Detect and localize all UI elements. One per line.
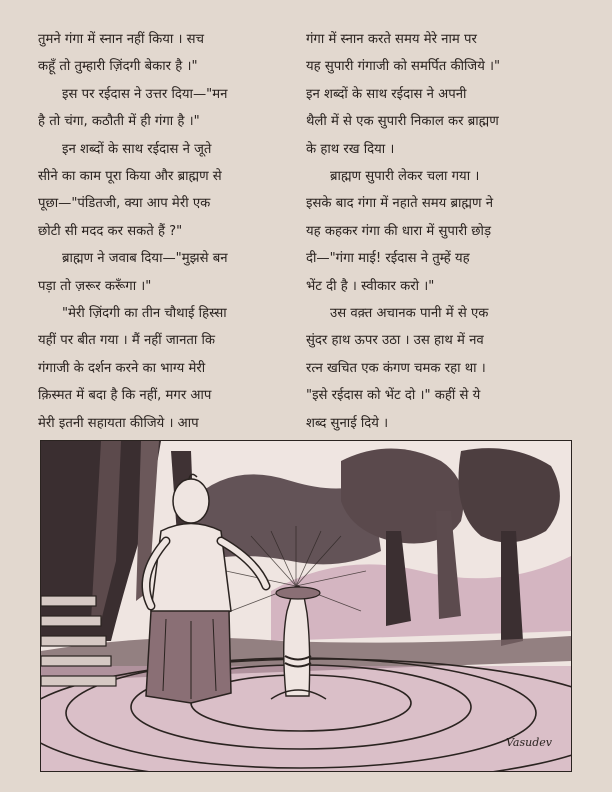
illustration-drawing <box>41 441 571 771</box>
text-line: सुंदर हाथ ऊपर उठा । उस हाथ में नव <box>306 333 484 349</box>
text-line: "मेरी ज़िंदगी का तीन चौथाई हिस्सा <box>62 306 227 322</box>
text-line: पूछा—"पंडितजी, क्या आप मेरी एक <box>38 196 211 212</box>
right-text-column <box>306 26 552 437</box>
text-line: उस वक़्त अचानक पानी में से एक <box>330 306 489 322</box>
left-text-column <box>38 26 284 437</box>
text-line: इस पर रईदास ने उत्तर दिया—"मन <box>62 86 228 102</box>
text-line: तुमने गंगा में स्नान नहीं किया । सच <box>38 32 204 47</box>
text-line: यह कहकर गंगा की धारा में सुपारी छोड़ <box>306 223 492 239</box>
text-line: सीने का काम पूरा किया और ब्राह्मण से <box>38 169 222 185</box>
text-line: "इसे रईदास को भेंट दो ।" कहीं से ये <box>306 388 481 404</box>
text-line: गंगा में स्नान करते समय मेरे नाम पर <box>306 32 477 47</box>
text-line: भेंट दी है । स्वीकार करो ।" <box>306 278 435 294</box>
text-line: छोटी सी मदद कर सकते हैं ?" <box>38 223 183 239</box>
text-line: इन शब्दों के साथ रईदास ने अपनी <box>306 86 467 102</box>
text-line: ब्राह्मण सुपारी लेकर चला गया । <box>330 169 480 185</box>
text-line: है तो चंगा, कठौती में ही गंगा है ।" <box>38 114 200 130</box>
text-line: इन शब्दों के साथ रईदास ने जूते <box>62 141 212 157</box>
text-line: ब्राह्मण ने जवाब दिया—"मुझसे बन <box>62 251 228 267</box>
text-line: इसके बाद गंगा में नहाते समय ब्राह्मण ने <box>306 196 494 212</box>
text-line: क़िस्मत में बदा है कि नहीं, मगर आप <box>38 388 212 404</box>
text-line: के हाथ रख दिया । <box>306 141 395 157</box>
text-line: गंगाजी के दर्शन करने का भाग्य मेरी <box>38 360 206 376</box>
bangle-icon <box>276 587 320 599</box>
text-line: थैली में से एक सुपारी निकाल कर ब्राह्मण <box>306 114 499 130</box>
story-illustration <box>40 440 572 772</box>
text-line: रत्न खचित एक कंगण चमक रहा था । <box>306 360 486 376</box>
text-line: शब्द सुनाई दिये । <box>306 415 389 431</box>
text-line: पड़ा तो ज़रूर करूँगा ।" <box>38 278 152 294</box>
text-line: दी—"गंगा माई! रईदास ने तुम्हें यह <box>306 251 470 267</box>
text-line: यहीं पर बीत गया । मैं नहीं जानता कि <box>38 333 216 349</box>
text-line: कहूँ तो तुम्हारी ज़िंदगी बेकार है ।" <box>38 59 198 75</box>
text-line: यह सुपारी गंगाजी को समर्पित कीजिये ।" <box>306 59 501 75</box>
text-line: मेरी इतनी सहायता कीजिये । आप <box>38 415 199 431</box>
artist-signature: Vasudev <box>506 736 552 749</box>
